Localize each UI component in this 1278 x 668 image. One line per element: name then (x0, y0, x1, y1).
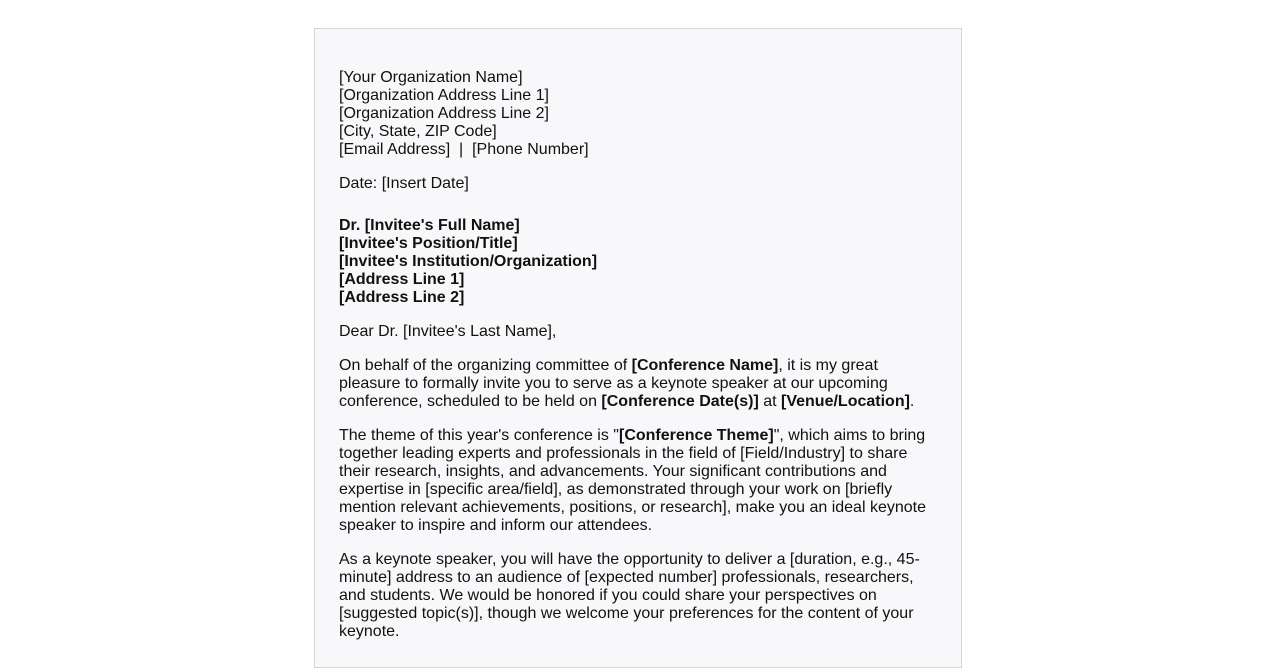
conference-name-placeholder: [Conference Name] (631, 357, 779, 374)
recipient-address-line-1: [Address Line 1] (339, 271, 465, 288)
recipient-position: [Invitee's Position/Title] (339, 235, 518, 252)
sender-contact: [Email Address] | [Phone Number] (339, 141, 589, 158)
para2-text-1: The theme of this year's conference is " (339, 427, 619, 444)
sender-address-line-2: [Organization Address Line 2] (339, 105, 549, 122)
sender-city-state-zip: [City, State, ZIP Code] (339, 123, 497, 140)
letter-page (314, 28, 962, 668)
recipient-name: Dr. [Invitee's Full Name] (339, 217, 520, 234)
recipient-institution: [Invitee's Institution/Organization] (339, 253, 598, 270)
sender-block (339, 69, 937, 159)
recipient-block (339, 217, 937, 307)
para2-text-2: ", which aims to bring together leading experts and professionals in the field of [Field/Industry] to share their research, insights, and advancements. Your significant contributions and expertise in [specific area/field], as demonstrated through your work on [briefly mention relevant achievements, positions, or research], make you an ideal keynote speaker to inspire and inform our attendees. (339, 427, 926, 534)
date-line: Date: [Insert Date] (339, 175, 469, 192)
para1-text-4: . (909, 393, 915, 410)
para1-text-2: , it is my great pleasure to formally invite you to serve as a keynote speaker at our upcoming conference, scheduled to be held on (339, 357, 888, 410)
venue-placeholder: [Venue/Location] (781, 393, 910, 410)
salutation: Dear Dr. [Invitee's Last Name], (339, 323, 557, 340)
sender-org-name: [Your Organization Name] (339, 69, 523, 86)
conference-dates-placeholder: [Conference Date(s)] (601, 393, 759, 410)
recipient-address-line-2: [Address Line 2] (339, 289, 465, 306)
paragraph-keynote-details: As a keynote speaker, you will have the opportunity to deliver a [duration, e.g., 45-minute] address to an audience of [expected number] professionals, researchers, and students. We would be honored if you could share your perspectives on [suggested topic(s)], though we welcome your preferences for the content of your keynote. (339, 551, 920, 640)
paragraph-invitation (339, 357, 937, 411)
paragraph-theme (339, 427, 937, 535)
sender-address-line-1: [Organization Address Line 1] (339, 87, 549, 104)
para1-text-3: at (758, 393, 782, 410)
conference-theme-placeholder: [Conference Theme] (618, 427, 774, 444)
para1-text-1: On behalf of the organizing committee of (339, 357, 632, 374)
